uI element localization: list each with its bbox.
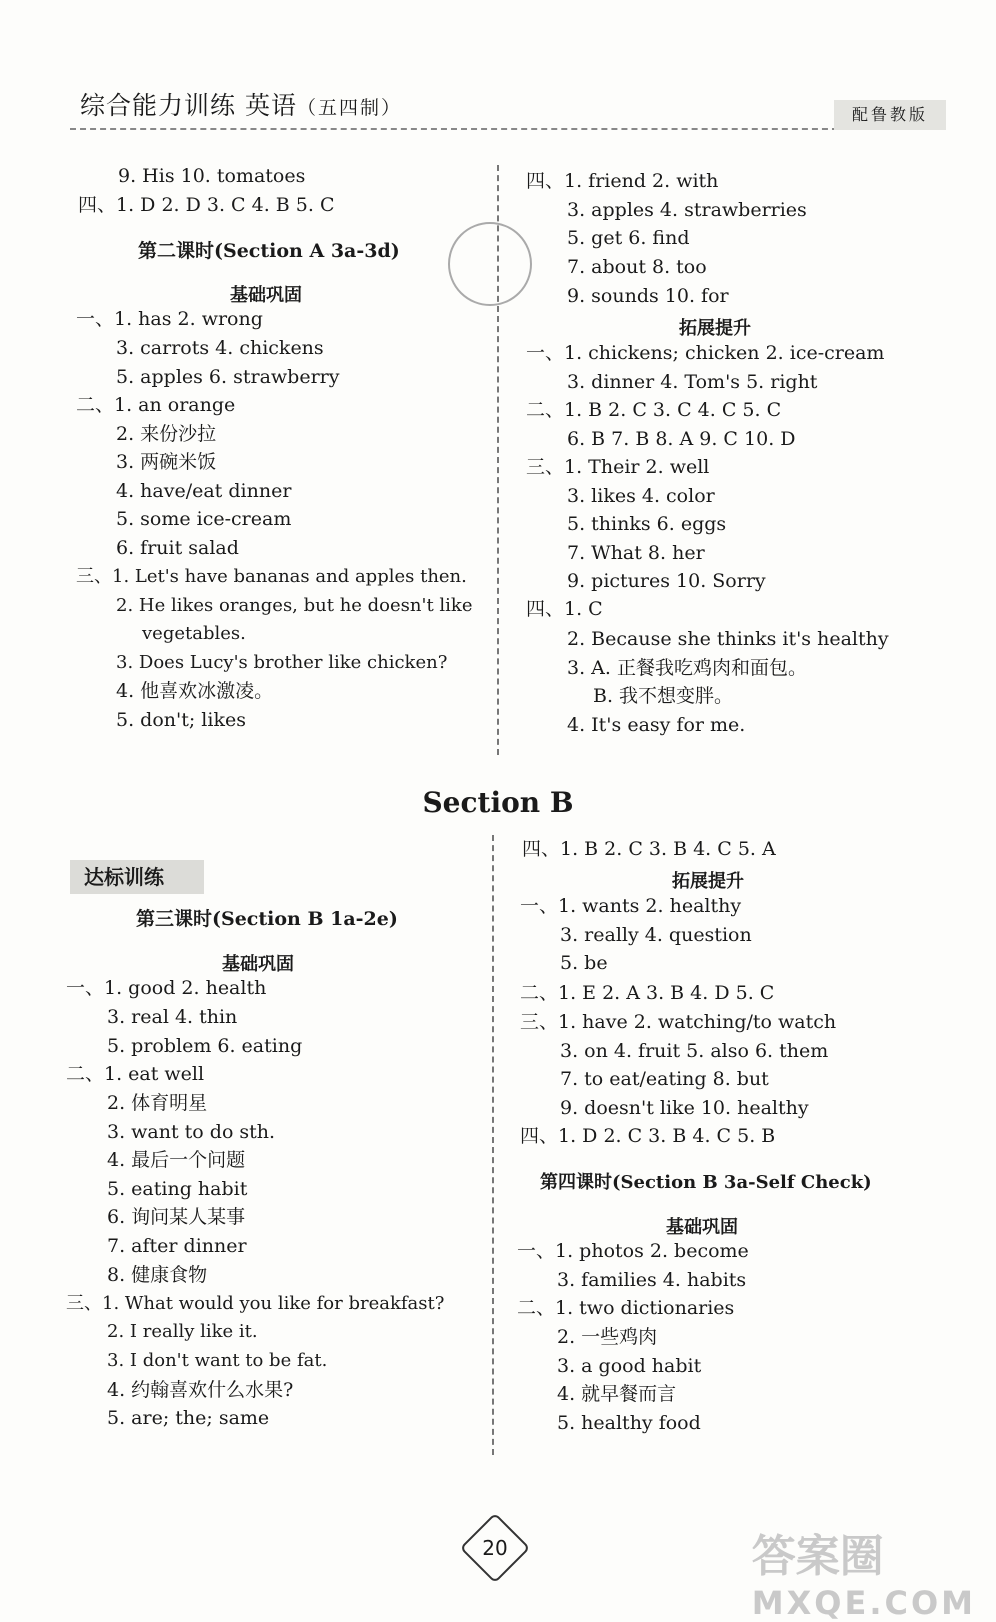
answer-line: 6. 询问某人某事 [107, 1206, 246, 1228]
answer-line: 一、1. has 2. wrong [76, 308, 263, 330]
answer-line: 4. 就早餐而言 [557, 1383, 677, 1405]
answer-line: 3. families 4. habits [557, 1269, 747, 1291]
section-heading: Section B [422, 786, 574, 819]
answer-line: 4. 他喜欢冰激凌。 [116, 680, 274, 702]
answer-line: 3. I don't want to be fat. [107, 1350, 328, 1371]
stamp-mark [448, 222, 532, 306]
answer-line: 一、1. wants 2. healthy [520, 895, 742, 917]
answer-line: 3. 两碗米饭 [116, 451, 217, 473]
answer-line: 3. real 4. thin [107, 1006, 238, 1028]
answer-line: 2. 体育明星 [107, 1092, 208, 1114]
answer-line: 5. don't; likes [116, 709, 246, 731]
answer-line: 3. A. 正餐我吃鸡肉和面包。 [567, 657, 807, 679]
answer-line: 9. pictures 10. Sorry [567, 570, 766, 592]
answer-line: 5. eating habit [107, 1178, 248, 1200]
book-title: 综合能力训练 英语（五四制） [80, 91, 402, 120]
answer-line: 2. 来份沙拉 [116, 423, 217, 445]
answer-line: 7. after dinner [107, 1235, 247, 1257]
answer-line: 2. 一些鸡肉 [557, 1326, 658, 1348]
answer-line: 7. to eat/eating 8. but [560, 1068, 769, 1090]
answer-line: 2. I really like it. [107, 1321, 258, 1342]
lesson-title: 第四课时(Section B 3a-Self Check) [540, 1172, 872, 1193]
answer-line: 7. What 8. her [567, 542, 705, 564]
answer-line: B. 我不想变胖。 [593, 685, 734, 707]
answer-line: 5. get 6. find [567, 227, 690, 249]
answer-line: 3. really 4. question [560, 924, 752, 946]
subsection-title: 拓展提升 [672, 871, 744, 892]
answer-line: 二、1. B 2. C 3. C 4. C 5. C [526, 399, 782, 421]
answer-line: 4. 约翰喜欢什么水果? [107, 1379, 294, 1401]
answer-line: 8. 健康食物 [107, 1264, 208, 1286]
site-watermark: 答案圈 MXQE.COM [751, 1531, 976, 1622]
answer-line: 3. likes 4. color [567, 485, 715, 507]
answer-line: 9. sounds 10. for [567, 285, 729, 307]
answer-line: 2. Because she thinks it's healthy [567, 628, 889, 650]
answer-line: 四、1. B 2. C 3. B 4. C 5. A [522, 838, 776, 860]
answer-line: 一、1. good 2. health [66, 977, 267, 999]
answer-line: 7. about 8. too [567, 256, 707, 278]
answer-line: 3. want to do sth. [107, 1121, 276, 1143]
answer-line: 四、1. D 2. C 3. B 4. C 5. B [520, 1125, 776, 1147]
subsection-title: 基础巩固 [222, 954, 294, 975]
answer-line: 四、1. C [526, 598, 603, 620]
answer-line: 二、1. E 2. A 3. B 4. D 5. C [520, 982, 775, 1004]
answer-line: 3. apples 4. strawberries [567, 199, 807, 221]
lesson-title: 第三课时(Section B 1a-2e) [136, 908, 398, 930]
answer-line: 3. dinner 4. Tom's 5. right [567, 371, 818, 393]
answer-line: 3. carrots 4. chickens [116, 337, 324, 359]
answer-line: 5. are; the; same [107, 1407, 270, 1429]
page-number: 20 [460, 1513, 531, 1584]
answer-line: 四、1. friend 2. with [526, 170, 719, 192]
answer-line: 二、1. an orange [76, 394, 236, 416]
answer-line: 4. It's easy for me. [567, 714, 746, 736]
answer-line: 3. Does Lucy's brother like chicken? [116, 652, 448, 673]
answer-line: 3. on 4. fruit 5. also 6. them [560, 1040, 829, 1062]
answer-line: 四、1. D 2. D 3. C 4. B 5. C [78, 194, 335, 216]
answer-line: 三、1. Let's have bananas and apples then. [76, 566, 467, 587]
answer-line: 5. healthy food [557, 1412, 701, 1434]
answer-line: 二、1. eat well [66, 1063, 205, 1085]
edition-badge: 配鲁教版 [834, 100, 946, 130]
answer-line: 5. be [560, 952, 608, 974]
answer-line: 二、1. two dictionaries [517, 1297, 735, 1319]
answer-line: vegetables. [142, 623, 246, 644]
answer-line: 9. doesn't like 10. healthy [560, 1097, 809, 1119]
answer-line: 4. 最后一个问题 [107, 1149, 246, 1171]
subsection-title: 拓展提升 [679, 318, 751, 339]
answer-line: 一、1. photos 2. become [517, 1240, 749, 1262]
lesson-title: 第二课时(Section A 3a-3d) [138, 240, 400, 262]
answer-line: 三、1. have 2. watching/to watch [520, 1011, 837, 1033]
answer-line: 5. thinks 6. eggs [567, 513, 727, 535]
practice-badge: 达标训练 [70, 860, 204, 894]
answer-line: 6. B 7. B 8. A 9. C 10. D [567, 428, 796, 450]
answer-line: 5. apples 6. strawberry [116, 366, 340, 388]
answer-line: 3. a good habit [557, 1355, 702, 1377]
header-divider [70, 128, 848, 130]
answer-line: 三、1. Their 2. well [526, 456, 710, 478]
answer-line: 5. problem 6. eating [107, 1035, 303, 1057]
column-divider-bottom [492, 835, 494, 1455]
subsection-title: 基础巩固 [666, 1217, 738, 1238]
answer-line: 三、1. What would you like for breakfast? [66, 1293, 445, 1314]
answer-line: 5. some ice-cream [116, 508, 292, 530]
answer-line: 2. He likes oranges, but he doesn't like [116, 595, 473, 616]
subsection-title: 基础巩固 [230, 285, 302, 306]
answer-line: 6. fruit salad [116, 537, 239, 559]
book-subtitle: （五四制） [296, 97, 402, 119]
answer-line: 一、1. chickens; chicken 2. ice-cream [526, 342, 885, 364]
answer-line: 4. have/eat dinner [116, 480, 292, 502]
answer-line: 9. His 10. tomatoes [118, 165, 306, 187]
